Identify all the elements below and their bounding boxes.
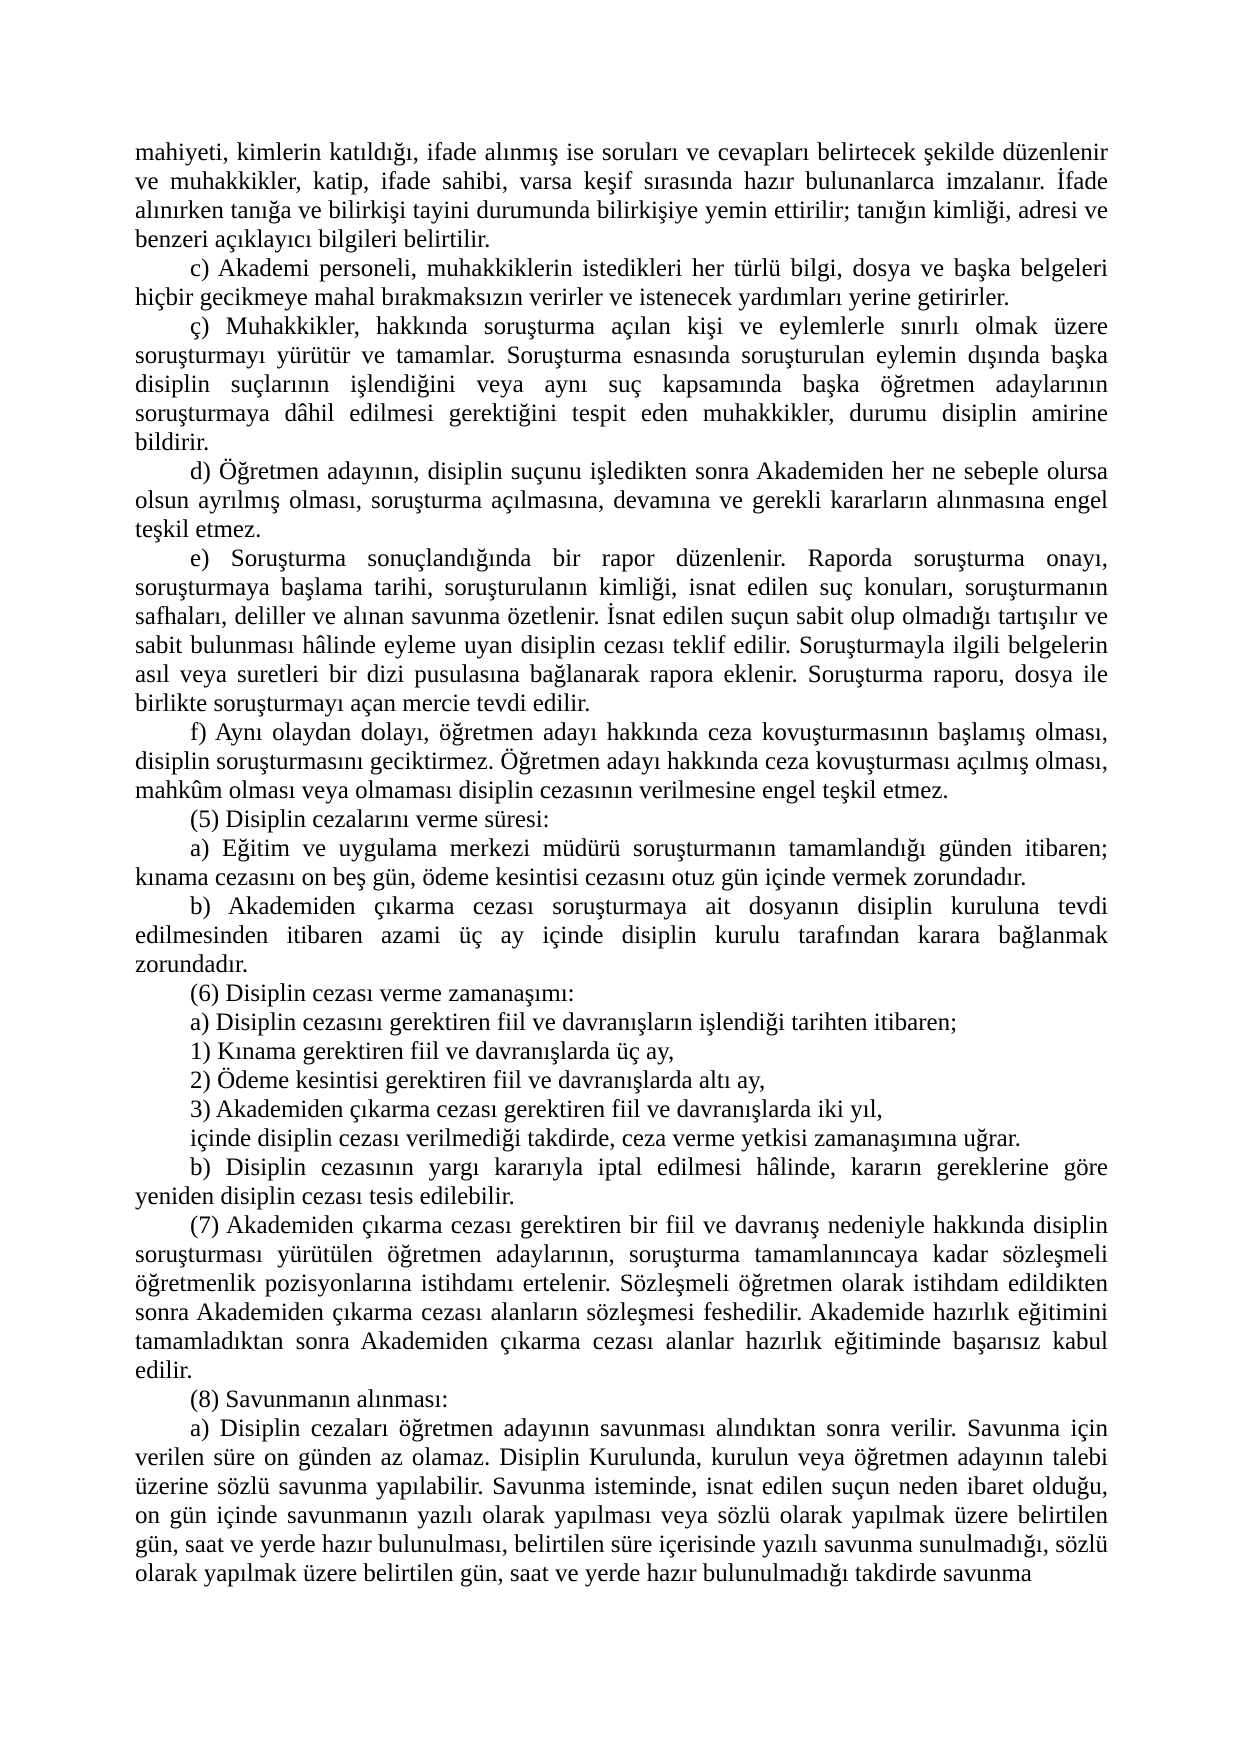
paragraph: 3) Akademiden çıkarma cezası gerektiren fiil ve davranışlarda iki yıl, bbox=[190, 1096, 883, 1123]
paragraph: mahiyeti, kimlerin katıldığı, ifade alınmış ise soruları ve cevapları belirtecek şekilde düzenlenir ve muhakkikler, katip, ifade sahibi, varsa keşif sırasında hazır bulunanlarca imzalanır. İfade alınırken tanığa ve bilirkişi tayini durumunda bilirkişiye yemin ettirilir; tanığın kimliği, adresi ve benzeri açıklayıcı bilgileri belirtilir. bbox=[135, 139, 1108, 253]
paragraph: f) Aynı olaydan dolayı, öğretmen adayı hakkında ceza kovuşturmasının başlamış olması, disiplin soruşturmasını geciktirmez. Öğretmen adayı hakkında ceza kovuşturması açılmış olması, mahkûm olması veya olmaması disiplin cezasının verilmesine engel teşkil etmez. bbox=[135, 719, 1108, 804]
paragraph: 1) Kınama gerektiren fiil ve davranışlarda üç ay, bbox=[190, 1038, 675, 1065]
paragraph: c) Akademi personeli, muhakkiklerin istedikleri her türlü bilgi, dosya ve başka belgeleri hiçbir gecikmeye mahal bırakmaksızın verirler ve istenecek yardımları yerine getirirler. bbox=[135, 255, 1108, 311]
paragraph: a) Disiplin cezasını gerektiren fiil ve davranışların işlendiği tarihten itibaren; bbox=[190, 1009, 958, 1036]
paragraph: (8) Savunmanın alınması: bbox=[190, 1386, 449, 1413]
paragraph: (5) Disiplin cezalarını verme süresi: bbox=[190, 806, 550, 833]
paragraph: ç) Muhakkikler, hakkında soruşturma açılan kişi ve eylemlerle sınırlı olmak üzere soruşturmayı yürütür ve tamamlar. Soruşturma esnasında soruşturulan eylemin dışında başka disiplin suçlarının işlendiğini veya aynı suç kapsamında başka öğretmen adaylarının soruşturmaya dâhil edilmesi gerektiğini tespit eden muhakkikler, durumu disiplin amirine bildirir. bbox=[135, 313, 1108, 456]
paragraph: a) Disiplin cezaları öğretmen adayının savunması alındıktan sonra verilir. Savunma için verilen süre on günden az olamaz. Disiplin Kurulunda, kurulun veya öğretmen adayının talebi üzerine sözlü savunma yapılabilir. Savunma isteminde, isnat edilen suçun neden ibaret olduğu, on gün içinde savunmanın yazılı olarak yapılması veya sözlü olarak yapılmak üzere belirtilen gün, saat ve yerde hazır bulunulması, belirtilen süre içerisinde yazılı savunma sunulmadığı, sözlü olarak yapılmak üzere belirtilen gün, saat ve yerde hazır bulunulmadığı takdirde savunma bbox=[135, 1415, 1108, 1587]
text-column bbox=[135, 138, 1108, 1588]
paragraph: b) Akademiden çıkarma cezası soruşturmaya ait dosyanın disiplin kuruluna tevdi edilmesinden itibaren azami üç ay içinde disiplin kurulu tarafından karara bağlanmak zorundadır. bbox=[135, 893, 1108, 978]
paragraph: d) Öğretmen adayının, disiplin suçunu işledikten sonra Akademiden her ne sebeple olursa olsun ayrılmış olması, soruşturma açılmasına, devamına ve gerekli kararların alınmasına engel teşkil etmez. bbox=[135, 458, 1108, 543]
paragraph: b) Disiplin cezasının yargı kararıyla iptal edilmesi hâlinde, kararın gereklerine göre yeniden disiplin cezası tesis edilebilir. bbox=[135, 1154, 1108, 1210]
paragraph: içinde disiplin cezası verilmediği takdirde, ceza verme yetkisi zamanaşımına uğrar. bbox=[190, 1125, 1021, 1152]
paragraph: (6) Disiplin cezası verme zamanaşımı: bbox=[190, 980, 575, 1007]
paragraph: a) Eğitim ve uygulama merkezi müdürü soruşturmanın tamamlandığı günden itibaren; kınama cezasını on beş gün, ödeme kesintisi cezasını otuz gün içinde vermek zorundadır. bbox=[135, 835, 1108, 891]
paragraph: 2) Ödeme kesintisi gerektiren fiil ve davranışlarda altı ay, bbox=[190, 1067, 766, 1094]
paragraph: e) Soruşturma sonuçlandığında bir rapor düzenlenir. Raporda soruşturma onayı, soruşturmaya başlama tarihi, soruşturulanın kimliği, isnat edilen suç konuları, soruşturmanın safhaları, deliller ve alınan savunma özetlenir. İsnat edilen suçun sabit olup olmadığı tartışılır ve sabit bulunması hâlinde eyleme uyan disiplin cezası teklif edilir. Soruşturmayla ilgili belgelerin asıl veya suretleri bir dizi pusulasına bağlanarak rapora eklenir. Soruşturma raporu, dosya ile birlikte soruşturmayı açan mercie tevdi edilir. bbox=[135, 545, 1108, 717]
paragraph: (7) Akademiden çıkarma cezası gerektiren bir fiil ve davranış nedeniyle hakkında disiplin soruşturması yürütülen öğretmen adaylarının, soruşturma tamamlanıncaya kadar sözleşmeli öğretmenlik pozisyonlarına istihdamı ertelenir. Sözleşmeli öğretmen olarak istihdam edildikten sonra Akademiden çıkarma cezası alanların sözleşmesi feshedilir. Akademide hazırlık eğitimini tamamladıktan sonra Akademiden çıkarma cezası alanlar hazırlık eğitiminde başarısız kabul edilir. bbox=[135, 1212, 1108, 1384]
